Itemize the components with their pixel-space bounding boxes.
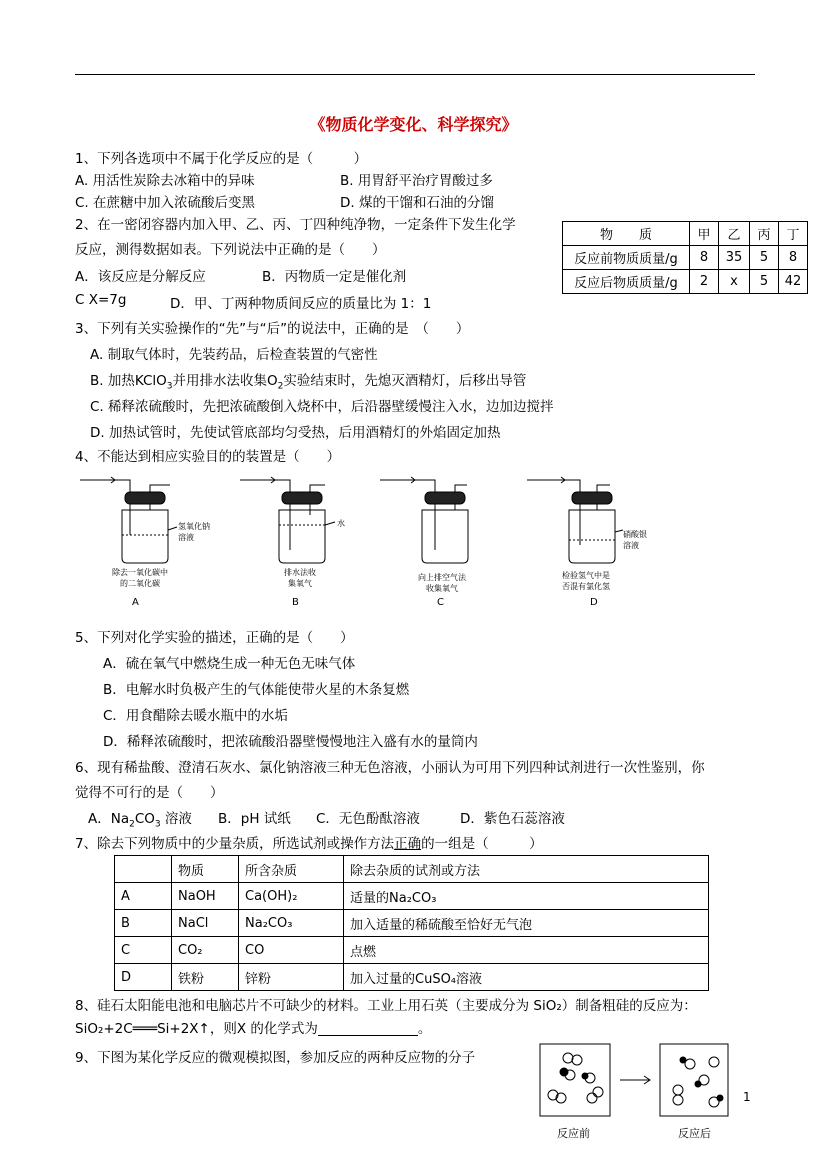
table-cell: CO [239,937,344,964]
q2-option-d: D．甲、丁两种物质间反应的质量比为 1：1 [170,296,432,312]
q9-stem: 9、下图为某化学反应的微观模拟图，参加反应的两种反应物的分子 [75,1050,476,1066]
q8-line2: SiO₂+2C═══Si+2X↑，则X 的化学式为 。 [75,1021,432,1037]
table-header-row [563,222,808,246]
device-b-letter: B [292,597,299,608]
table-cell: 锌粉 [239,964,344,991]
q4-apparatus-figure [75,470,655,615]
table-cell: A [115,883,172,910]
q6-stem-line1: 6、现有稀盐酸、澄清石灰水、氯化钠溶液三种无色溶液，小丽认为可用下列四种试剂进行一次性鉴别，你 [75,760,705,776]
table-cell: 铁粉 [172,964,239,991]
table-cell: 5 [750,246,779,270]
table-cell: 42 [779,270,808,294]
table-cell: 2 [690,270,719,294]
table-header-row [115,856,709,883]
table-row [115,937,709,964]
table-cell: 8 [690,246,719,270]
device-a-caption: 除去一氧化碳中 的二氧化碳 [112,568,168,588]
page-number: 1 [743,1090,751,1104]
q8-line1: 8、硅石太阳能电池和电脑芯片不可缺少的材料。工业上用石英（主要成分为 SiO₂）制备粗硅的反应为： [75,998,697,1014]
q2-data-table [562,221,808,294]
table-cell: Na₂CO₃ [239,910,344,937]
table-cell: 乙 [719,222,750,246]
device-b-label: 水 [337,519,345,528]
table-cell: NaOH [172,883,239,910]
table-cell: 除去杂质的试剂或方法 [344,856,709,883]
q5-option-d: D．稀释浓硫酸时，把浓硫酸沿器壁慢慢地注入盛有水的量筒内 [103,734,478,750]
table-cell: 甲 [690,222,719,246]
q3-option-c: C. 稀释浓硫酸时，先把浓硫酸倒入烧杯中，后沿器壁缓慢注入水，边加边搅拌 [90,399,554,415]
q2-option-a: A．该反应是分解反应 [75,269,206,285]
q5-option-a: A．硫在氧气中燃烧生成一种无色无味气体 [103,656,356,672]
table-cell: 所含杂质 [239,856,344,883]
device-d-label: 硝酸银 溶液 [623,530,647,550]
after-reaction-label: 反应后 [678,1127,711,1140]
q5-option-b: B．电解水时负极产生的气体能使带火星的木条复燃 [103,682,410,698]
table-cell: Ca(OH)₂ [239,883,344,910]
table-cell: 物质 [172,856,239,883]
q5-stem: 5、下列对化学实验的描述，正确的是（ ） [75,630,354,646]
table-cell: 反应前物质质量/g [563,246,690,270]
table-cell: 反应后物质质量/g [563,270,690,294]
table-row [115,964,709,991]
answer-blank[interactable] [318,1023,418,1036]
q1-stem: 1、下列各选项中不属于化学反应的是（ ） [75,151,368,167]
q3-option-b: B. 加热KClO$_3$并用排水法收集$O_2$实验结束时，先熄灭酒精灯，后移出导管 [90,373,527,392]
table-cell: 丁 [779,222,808,246]
table-cell: CO₂ [172,937,239,964]
q6-option-d: D．紫色石蕊溶液 [460,811,565,827]
q4-stem: 4、不能达到相应实验目的的装置是（ ） [75,449,341,465]
device-c-caption: 向上排空气法 收集氧气 [418,573,466,593]
page-title: 《物质化学变化、科学探究》 [309,115,518,134]
table-cell: 5 [750,270,779,294]
q1-option-b: B. 用胃舒平治疗胃酸过多 [340,173,493,189]
table-cell: 加入适量的稀硫酸至恰好无气泡 [344,910,709,937]
q9-micro-diagram [538,1040,753,1120]
q6-stem-line2: 觉得不可行的是（ ） [75,785,224,801]
q1-option-d: D. 煤的干馏和石油的分馏 [340,195,494,211]
table-cell: 物 质 [563,222,690,246]
q6-option-a: A．$Na_2CO_3$ 溶液 [88,811,192,830]
table-row [563,270,808,294]
q6-option-c: C．无色酚酞溶液 [316,811,420,827]
q3-option-d: D. 加热试管时，先使试管底部均匀受热，后用酒精灯的外焰固定加热 [90,425,501,441]
q2-option-c: C X=7g [75,292,127,308]
table-cell: B [115,910,172,937]
table-cell: 8 [779,246,808,270]
table-row [563,246,808,270]
q6-option-b: B．pH 试纸 [218,811,291,827]
q2-option-b: B．丙物质一定是催化剂 [262,269,407,285]
q3-option-a: A. 制取气体时，先装药品，后检查装置的气密性 [90,347,378,363]
table-cell: D [115,964,172,991]
device-c-letter: C [437,597,444,608]
header-rule [75,74,755,75]
device-b-caption: 排水法收 集氧气 [284,568,316,588]
device-d-letter: D [590,597,598,608]
table-cell [115,856,172,883]
q1-option-c: C. 在蔗糖中加入浓硫酸后变黑 [75,195,256,211]
q1-option-a: A. 用活性炭除去冰箱中的异味 [75,173,255,189]
table-cell: 丙 [750,222,779,246]
device-d-caption: 检验氢气中是 否混有氯化氢 [562,571,610,591]
table-cell: x [719,270,750,294]
device-a-label: 氢氧化钠 溶液 [178,522,210,542]
q7-stem: 7、除去下列物质中的少量杂质，所选试剂或操作方法正确的一组是（ ） [75,836,543,852]
before-reaction-label: 反应前 [557,1127,590,1140]
table-row [115,910,709,937]
table-cell: NaCl [172,910,239,937]
table-cell: 适量的Na₂CO₃ [344,883,709,910]
q5-option-c: C．用食醋除去暖水瓶中的水垢 [103,708,288,724]
table-row [115,883,709,910]
table-cell: 35 [719,246,750,270]
table-cell: 点燃 [344,937,709,964]
q2-stem-line1: 2、在一密闭容器内加入甲、乙、丙、丁四种纯净物，一定条件下发生化学 [75,217,516,233]
q7-table [114,855,709,991]
table-cell: C [115,937,172,964]
q3-stem: 3、下列有关实验操作的“先”与“后”的说法中，正确的是 （ ） [75,321,470,337]
table-cell: 加入过量的CuSO₄溶液 [344,964,709,991]
device-a-letter: A [132,597,139,608]
q2-stem-line2: 反应，测得数据如表。下列说法中正确的是（ ） [75,242,386,258]
